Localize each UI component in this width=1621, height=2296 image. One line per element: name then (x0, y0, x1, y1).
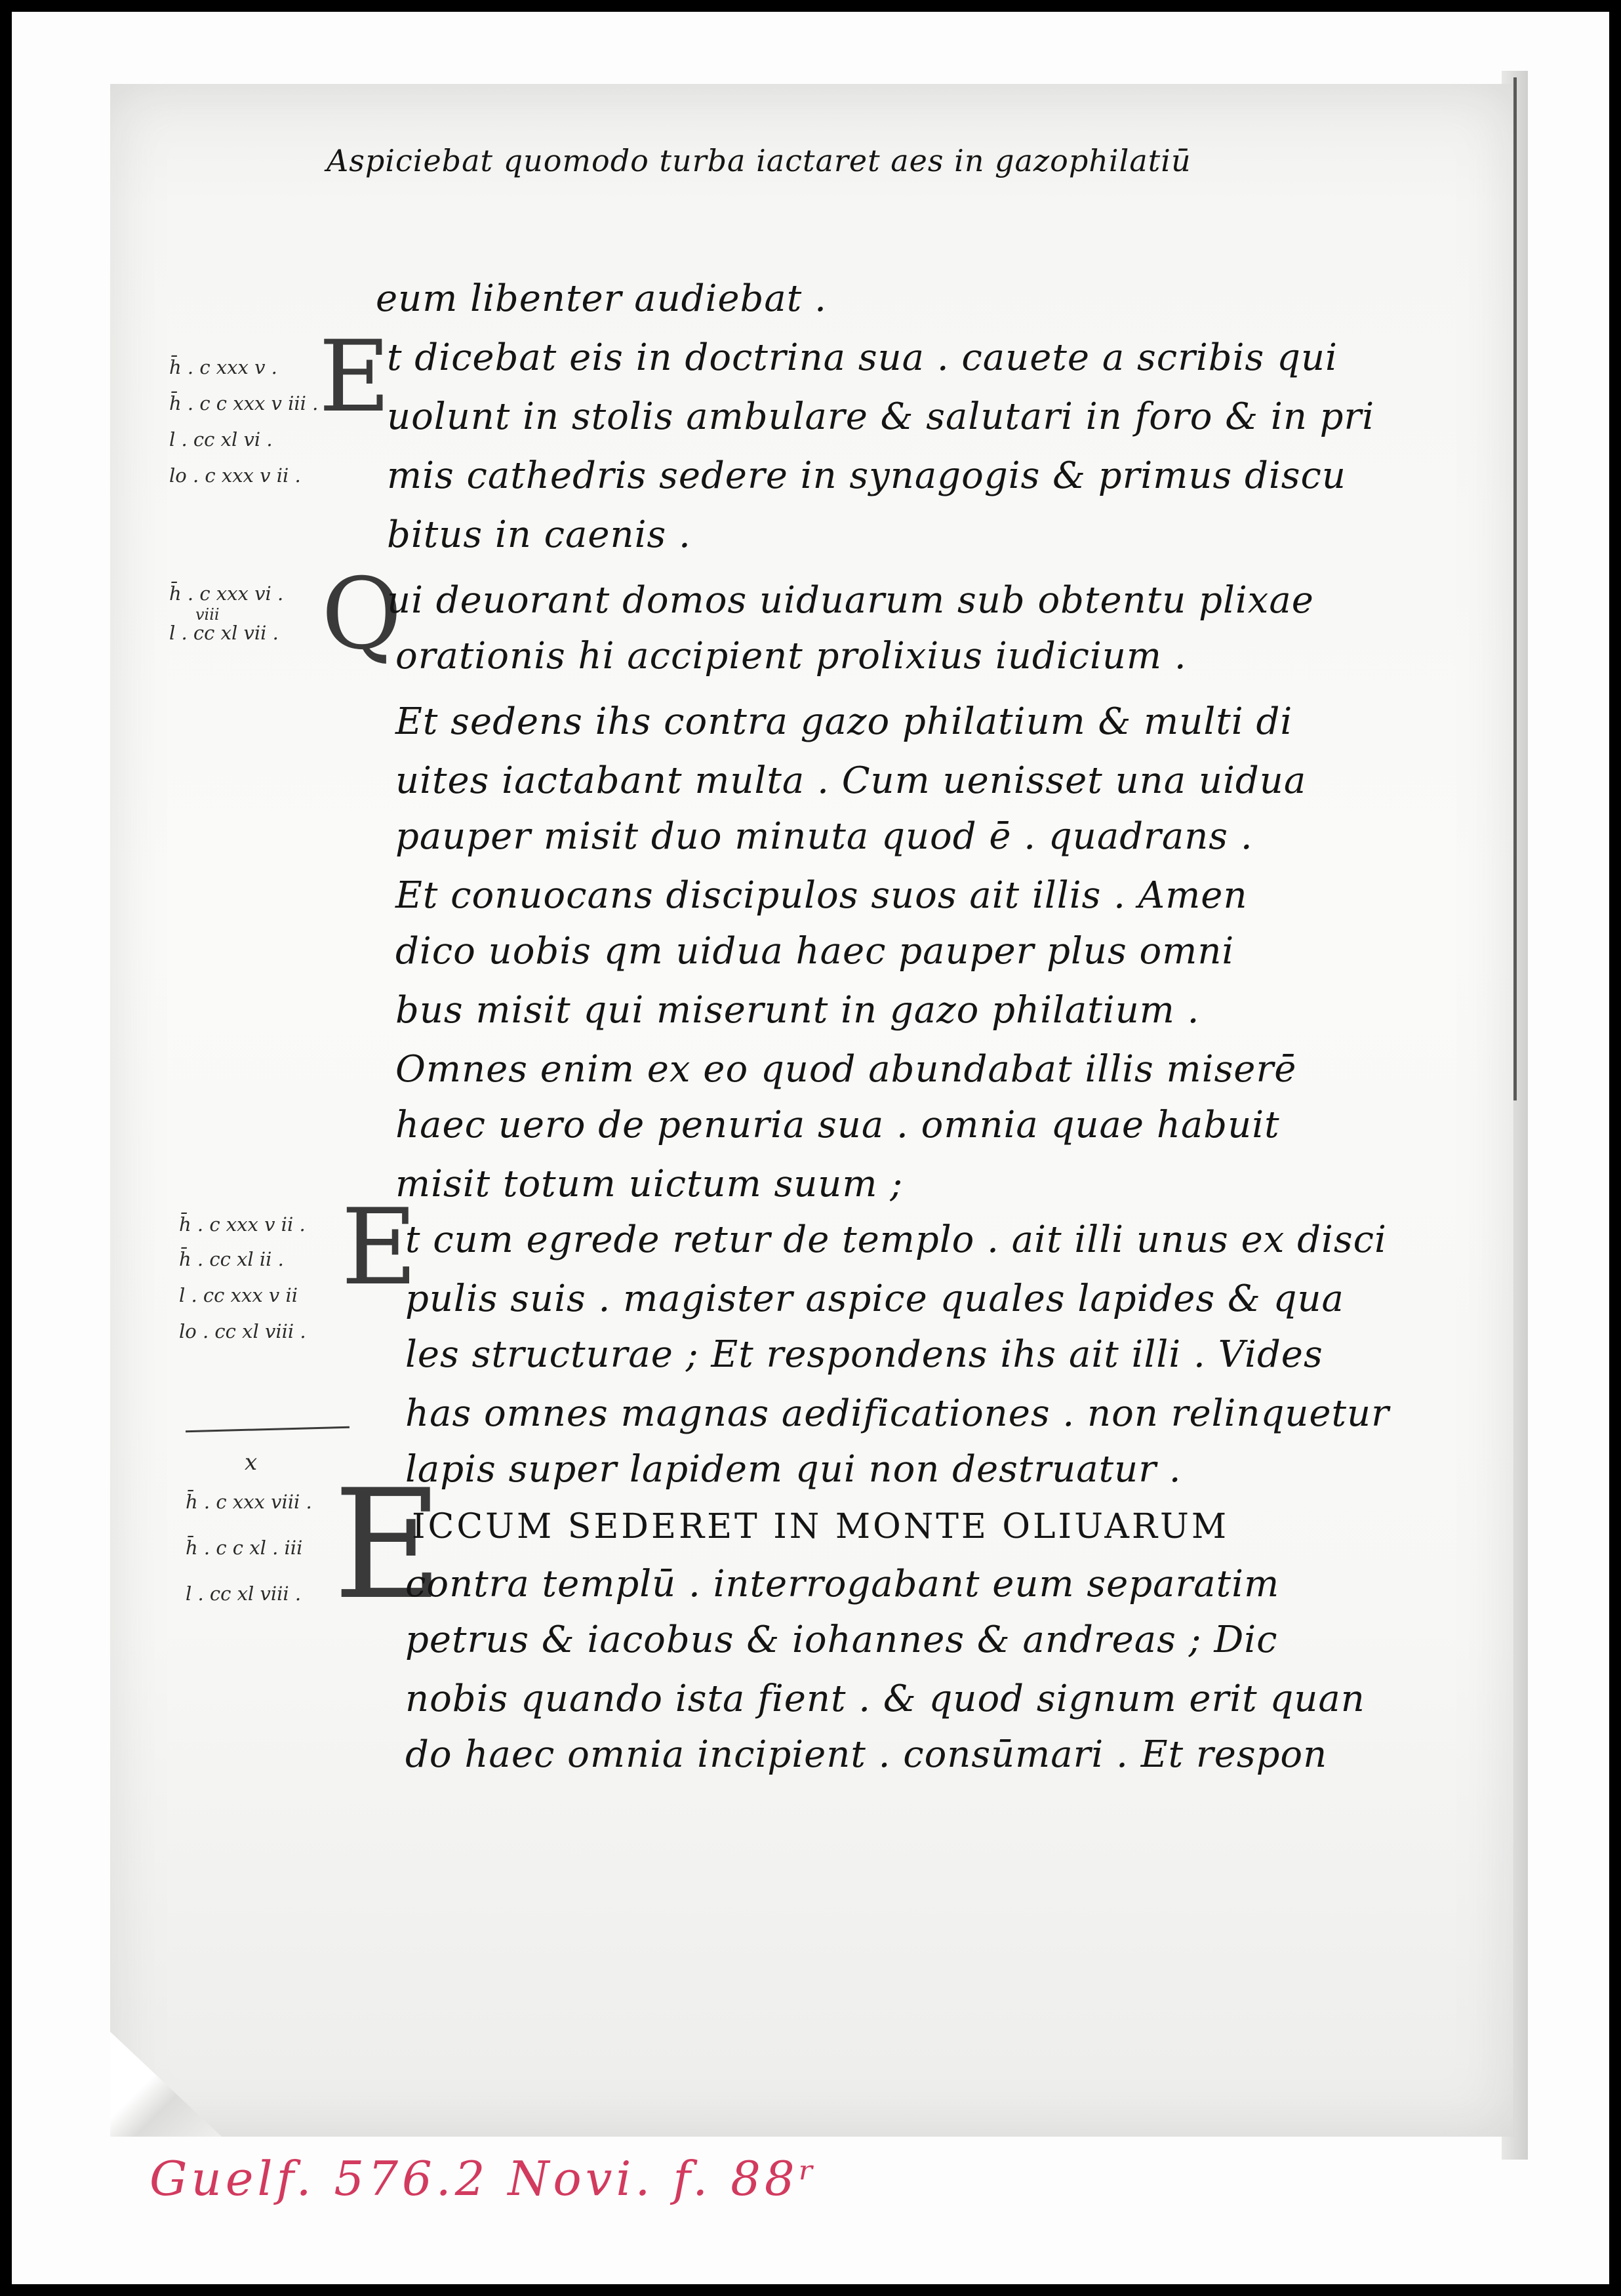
text-line-12: dico uobis qm uidua haec pauper plus omni (395, 930, 1235, 973)
text-line-4: mis cathedris sedere in synagogis & primus discu (387, 454, 1346, 497)
margin-note: h̄ . c c xxx v iii . (169, 392, 319, 414)
photo-paper (12, 12, 1609, 2284)
text-line-1: eum libenter audiebat . (376, 277, 827, 320)
text-line-18: pulis suis . magister aspice quales lapides & qua (405, 1278, 1344, 1320)
initial-e-3: E (333, 1458, 443, 1633)
margin-note: l . cc xl vii . (169, 622, 279, 644)
text-line-2: t dicebat eis in doctrina sua . cauete a scribis qui (387, 336, 1338, 379)
text-line-17: t cum egrede retur de templo . ait illi unus ex disci (405, 1218, 1387, 1261)
text-line-19: les structurae ; Et respondens ihs ait illi . Vides (405, 1333, 1323, 1376)
text-line-26: do haec omnia incipient . consūmari . Et respon (405, 1733, 1328, 1776)
text-line-rubric: ICCUM SEDERET IN MONTE OLIUARUM (412, 1507, 1230, 1546)
text-line-9: uites iactabant multa . Cum uenisset una uidua (395, 759, 1307, 802)
text-line-7: orationis hi accipient prolixius iudicium . (395, 635, 1187, 677)
margin-note: h̄ . c xxx v . (169, 356, 277, 378)
initial-e-2: E (341, 1186, 418, 1308)
margin-note: h̄ . c xxx viii . (186, 1491, 312, 1513)
text-line-24: petrus & iacobus & iohannes & andreas ; Dic (405, 1619, 1278, 1661)
binding-gutter (1513, 77, 1517, 1100)
margin-note: lo . cc xl viii . (179, 1320, 306, 1342)
text-line-8: Et sedens ihs contra gazo philatium & multi di (395, 700, 1293, 743)
header-line: Aspiciebat quomodo turba iactaret aes in gazophilatiū (327, 143, 1191, 178)
text-line-13: bus misit qui miserunt in gazo philatium . (395, 989, 1200, 1032)
margin-note: lo . c xxx v ii . (169, 464, 301, 487)
text-line-23: contra templū . interrogabant eum separatim (405, 1563, 1280, 1605)
margin-note: l . cc xl viii . (186, 1582, 302, 1605)
text-line-10: pauper misit duo minuta quod ē . quadrans . (395, 815, 1253, 858)
text-line-11: Et conuocans discipulos suos ait illis . Amen (395, 874, 1248, 917)
margin-note: l . cc xl vi . (169, 428, 273, 451)
text-line-21: lapis super lapidem qui non destruatur . (405, 1448, 1182, 1491)
margin-note: x (245, 1449, 258, 1476)
margin-note: h̄ . c xxx v ii . (179, 1213, 306, 1236)
margin-note: h̄ . cc xl ii . (179, 1248, 284, 1270)
text-line-6: ui deuorant domos uiduarum sub obtentu plixae (387, 579, 1314, 622)
text-line-15: haec uero de penuria sua . omnia quae habuit (395, 1104, 1280, 1146)
margin-note: h̄ . c c xl . iii (186, 1537, 303, 1559)
shelfmark-annotation: Guelf. 576.2 Novi. f. 88ʳ (150, 2151, 819, 2206)
text-line-25: nobis quando ista fient . & quod signum erit quan (405, 1678, 1365, 1720)
initial-q: Q (321, 557, 402, 672)
initial-e-1: E (319, 320, 391, 434)
text-line-3: uolunt in stolis ambulare & salutari in foro & in pri (387, 395, 1375, 438)
margin-note: viii (195, 605, 220, 624)
text-line-14: Omnes enim ex eo quod abundabat illis miserē (395, 1048, 1297, 1091)
margin-note: l . cc xxx v ii (179, 1284, 298, 1306)
text-line-5: bitus in caenis . (387, 514, 691, 556)
margin-note: h̄ . c xxx vi . (169, 582, 284, 605)
text-line-16: misit totum uictum suum ; (395, 1163, 904, 1205)
text-line-20: has omnes magnas aedificationes . non relinquetur (405, 1392, 1390, 1435)
